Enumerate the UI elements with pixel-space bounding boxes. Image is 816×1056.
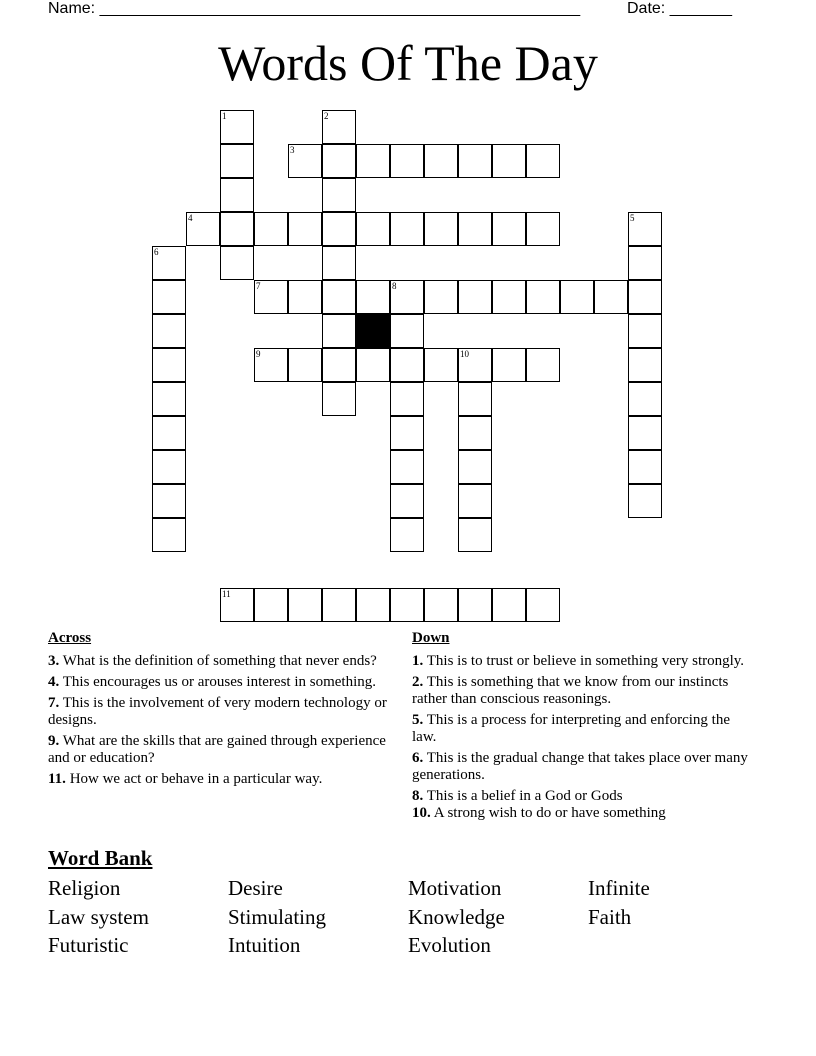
- crossword-cell[interactable]: [152, 518, 186, 552]
- clue-number-label: 5: [630, 213, 635, 223]
- crossword-cell[interactable]: [322, 110, 356, 144]
- crossword-cell[interactable]: [254, 348, 288, 382]
- clue-number: 3.: [48, 653, 60, 669]
- crossword-cell[interactable]: [322, 280, 356, 314]
- crossword-cell[interactable]: [254, 280, 288, 314]
- clue-text: This is a belief in a God or Gods: [426, 788, 623, 804]
- clue-number-label: 7: [256, 281, 261, 291]
- clue-number-label: 2: [324, 111, 329, 121]
- crossword-cell[interactable]: [390, 280, 424, 314]
- crossword-cell[interactable]: [220, 212, 254, 246]
- crossword-cell[interactable]: [186, 212, 220, 246]
- crossword-cell[interactable]: [458, 416, 492, 450]
- crossword-cell[interactable]: [322, 144, 356, 178]
- crossword-cell[interactable]: [458, 518, 492, 552]
- name-field-label: Name: ______________________________________________________: [48, 0, 581, 17]
- crossword-cell[interactable]: [424, 588, 458, 622]
- crossword-cell[interactable]: [288, 280, 322, 314]
- crossword-cell[interactable]: [390, 314, 424, 348]
- down-clue: [412, 805, 752, 822]
- word-bank-word: Infinite: [588, 876, 650, 900]
- crossword-cell[interactable]: [356, 280, 390, 314]
- down-clue: [412, 653, 752, 670]
- down-clue: [412, 712, 752, 746]
- word-bank-word: Intuition: [228, 933, 301, 957]
- crossword-cell[interactable]: [628, 484, 662, 518]
- down-heading: Down: [412, 630, 450, 646]
- word-bank-title: Word Bank: [48, 846, 153, 870]
- crossword-cell[interactable]: [390, 212, 424, 246]
- clue-number-label: 4: [188, 213, 193, 223]
- crossword-cell[interactable]: [322, 212, 356, 246]
- blocked-cell: [356, 314, 390, 348]
- date-field-label: Date: _______: [627, 0, 732, 17]
- crossword-cell[interactable]: [390, 588, 424, 622]
- clue-text: What are the skills that are gained through experience and or education?: [48, 733, 386, 766]
- across-clue: [48, 771, 393, 788]
- crossword-cell[interactable]: [220, 246, 254, 280]
- crossword-cell[interactable]: [628, 348, 662, 382]
- crossword-cell[interactable]: [322, 246, 356, 280]
- crossword-cell[interactable]: [458, 588, 492, 622]
- crossword-cell[interactable]: [628, 246, 662, 280]
- clue-number-label: 11: [222, 589, 231, 599]
- crossword-cell[interactable]: [390, 416, 424, 450]
- crossword-cell[interactable]: [526, 280, 560, 314]
- crossword-cell[interactable]: [254, 588, 288, 622]
- word-bank-word: Knowledge: [408, 905, 505, 929]
- crossword-cell[interactable]: [628, 450, 662, 484]
- clue-number: 1.: [412, 653, 424, 669]
- crossword-cell[interactable]: [322, 382, 356, 416]
- crossword-cell[interactable]: [560, 280, 594, 314]
- crossword-cell[interactable]: [152, 280, 186, 314]
- clue-text: This is a process for interpreting and enforcing the law.: [412, 712, 730, 745]
- word-bank-word: Law system: [48, 905, 149, 929]
- crossword-cell[interactable]: [424, 280, 458, 314]
- word-bank-word: Evolution: [408, 933, 491, 957]
- across-heading: Across: [48, 630, 92, 646]
- clue-number-label: 6: [154, 247, 159, 257]
- crossword-cell[interactable]: [288, 588, 322, 622]
- clue-text: What is the definition of something that never ends?: [62, 653, 377, 669]
- crossword-cell[interactable]: [458, 212, 492, 246]
- crossword-cell[interactable]: [152, 416, 186, 450]
- word-bank-word: Futuristic: [48, 933, 129, 957]
- clue-number: 8.: [412, 788, 424, 804]
- clue-text: A strong wish to do or have something: [433, 805, 666, 821]
- crossword-cell[interactable]: [288, 348, 322, 382]
- crossword-cell[interactable]: [628, 280, 662, 314]
- word-bank-word: Religion: [48, 876, 121, 900]
- crossword-cell[interactable]: [356, 212, 390, 246]
- word-bank-word: Faith: [588, 905, 632, 929]
- crossword-cell[interactable]: [152, 314, 186, 348]
- across-clue: [48, 695, 393, 729]
- clue-text: This is the involvement of very modern technology or designs.: [48, 695, 387, 728]
- crossword-cell[interactable]: [458, 382, 492, 416]
- crossword-cell[interactable]: [526, 348, 560, 382]
- across-clue: [48, 653, 393, 670]
- crossword-cell[interactable]: [424, 348, 458, 382]
- crossword-cell[interactable]: [220, 588, 254, 622]
- clue-number-label: 3: [290, 145, 295, 155]
- down-clue: [412, 750, 752, 784]
- down-clue: [412, 674, 752, 708]
- across-clue: [48, 674, 393, 691]
- crossword-cell[interactable]: [322, 314, 356, 348]
- word-bank-word: Motivation: [408, 876, 502, 900]
- crossword-cell[interactable]: [492, 348, 526, 382]
- crossword-cell[interactable]: [356, 144, 390, 178]
- clue-text: This encourages us or arouses interest in something.: [62, 674, 376, 690]
- clue-text: This is to trust or believe in something very strongly.: [426, 653, 745, 669]
- crossword-cell[interactable]: [458, 484, 492, 518]
- crossword-cell[interactable]: [220, 110, 254, 144]
- crossword-cell[interactable]: [628, 382, 662, 416]
- down-clue: [412, 788, 752, 805]
- crossword-cell[interactable]: [458, 144, 492, 178]
- down-clues: [412, 630, 752, 826]
- clue-text: How we act or behave in a particular way.: [69, 771, 323, 787]
- crossword-cell[interactable]: [152, 484, 186, 518]
- crossword-cell[interactable]: [322, 588, 356, 622]
- crossword-cell[interactable]: [424, 212, 458, 246]
- crossword-cell[interactable]: [390, 518, 424, 552]
- across-clue: [48, 733, 393, 767]
- crossword-cell[interactable]: [322, 178, 356, 212]
- clue-number: 9.: [48, 733, 60, 749]
- crossword-cell[interactable]: [152, 450, 186, 484]
- crossword-cell[interactable]: [492, 280, 526, 314]
- clue-number-label: 10: [460, 349, 469, 359]
- crossword-cell[interactable]: [424, 144, 458, 178]
- word-bank-word: Stimulating: [228, 905, 327, 929]
- clue-number-label: 1: [222, 111, 227, 121]
- crossword-cell[interactable]: [322, 348, 356, 382]
- clue-number: 6.: [412, 750, 424, 766]
- crossword-cell[interactable]: [628, 416, 662, 450]
- clue-number: 10.: [412, 805, 431, 821]
- crossword-cell[interactable]: [390, 450, 424, 484]
- clue-number: 7.: [48, 695, 60, 711]
- word-bank-word: Desire: [228, 876, 283, 900]
- crossword-cell[interactable]: [458, 348, 492, 382]
- across-clues: [48, 630, 393, 792]
- crossword-cell[interactable]: [356, 348, 390, 382]
- clue-number-label: 8: [392, 281, 397, 291]
- crossword-cell[interactable]: [526, 212, 560, 246]
- crossword-cell[interactable]: [526, 144, 560, 178]
- crossword-cell[interactable]: [458, 280, 492, 314]
- crossword-cell[interactable]: [458, 450, 492, 484]
- crossword-cell[interactable]: [390, 348, 424, 382]
- crossword-cell[interactable]: [356, 588, 390, 622]
- crossword-cell[interactable]: [152, 246, 186, 280]
- crossword-cell[interactable]: [254, 212, 288, 246]
- crossword-cell[interactable]: [390, 484, 424, 518]
- clue-text: This is the gradual change that takes place over many generations.: [412, 750, 748, 783]
- crossword-cell[interactable]: [492, 588, 526, 622]
- crossword-cell[interactable]: [628, 212, 662, 246]
- clue-number: 2.: [412, 674, 424, 690]
- crossword-cell[interactable]: [288, 144, 322, 178]
- clue-number: 4.: [48, 674, 60, 690]
- crossword-cell[interactable]: [288, 212, 322, 246]
- clue-number: 11.: [48, 771, 66, 787]
- clue-number: 5.: [412, 712, 424, 728]
- crossword-cell[interactable]: [492, 144, 526, 178]
- crossword-cell[interactable]: [390, 382, 424, 416]
- clue-number-label: 9: [256, 349, 261, 359]
- crossword-cell[interactable]: [152, 348, 186, 382]
- crossword-cell[interactable]: [492, 212, 526, 246]
- crossword-cell[interactable]: [526, 588, 560, 622]
- crossword-cell[interactable]: [152, 382, 186, 416]
- crossword-cell[interactable]: [390, 144, 424, 178]
- crossword-cell[interactable]: [220, 144, 254, 178]
- clue-text: This is something that we know from our instincts rather than conscious reasonings.: [412, 674, 729, 707]
- puzzle-title: Words Of The Day: [218, 35, 598, 91]
- crossword-cell[interactable]: [220, 178, 254, 212]
- crossword-cell[interactable]: [594, 280, 628, 314]
- crossword-cell[interactable]: [628, 314, 662, 348]
